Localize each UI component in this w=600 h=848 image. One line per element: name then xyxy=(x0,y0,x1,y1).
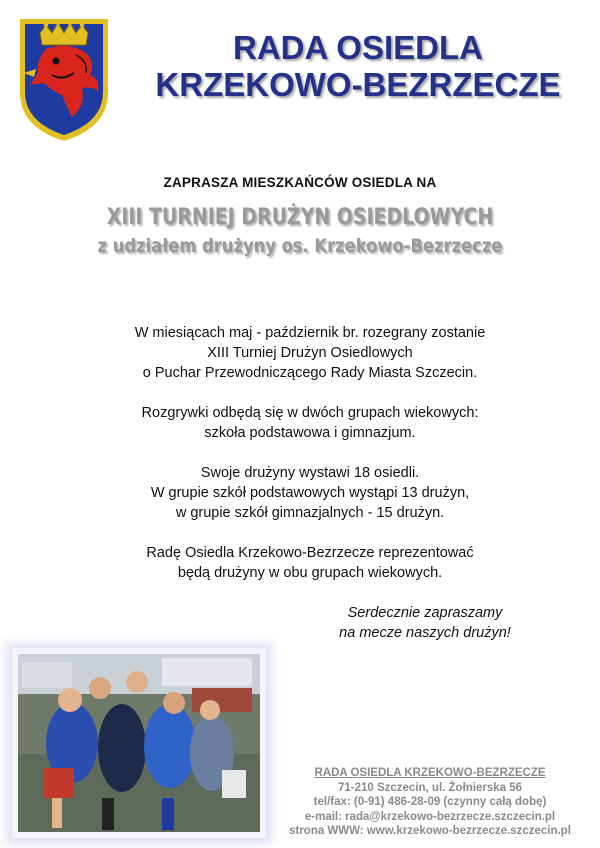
contact-footer xyxy=(275,766,585,839)
footer-phone: tel/fax: (0-91) 486-28-09 (czynny całą dobę) xyxy=(313,796,547,808)
tournament-heading xyxy=(0,203,600,259)
team-huddle-photo-image xyxy=(12,648,266,838)
closing-line2: na mecze naszych drużyn! xyxy=(339,625,511,641)
header-title-line1: RADA OSIEDLA xyxy=(233,29,483,66)
griffin-crest-icon xyxy=(16,15,112,143)
footer-email-link[interactable]: e-mail: rada@krzekowo-bezrzecze.szczecin.pl xyxy=(304,810,556,823)
team-huddle-photo xyxy=(12,648,266,838)
text-line: Swoje drużyny wystawi 18 osiedli. xyxy=(200,465,420,481)
header-title-line2: KRZEKOWO-BEZRZECZE xyxy=(155,66,561,103)
paragraph-schedule xyxy=(40,323,580,383)
invite-text: ZAPRASZA MIESZKAŃCÓW OSIEDLA NA xyxy=(163,175,437,190)
tournament-subtitle: z udziałem drużyny os. Krzekowo-Bezrzecze xyxy=(97,235,503,257)
text-line: W grupie szkół podstawowych wystąpi 13 drużyn, xyxy=(150,485,470,501)
paragraph-groups xyxy=(40,403,580,443)
text-line: W miesiącach maj - październik br. rozegrany zostanie xyxy=(134,325,486,341)
closing-line1: Serdecznie zapraszamy xyxy=(347,605,503,621)
announcement-body xyxy=(40,323,580,603)
text-line: o Puchar Przewodniczącego Rady Miasta Szczecin. xyxy=(142,365,478,381)
text-line: Rozgrywki odbędą się w dwóch grupach wiekowych: xyxy=(141,405,479,421)
text-line: szkoła podstawowa i gimnazjum. xyxy=(204,425,416,441)
footer-website-link[interactable]: strona WWW: www.krzekowo-bezrzecze.szczecin.pl xyxy=(289,825,571,837)
footer-org-name: RADA OSIEDLA KRZEKOWO-BEZRZECZE xyxy=(314,767,546,779)
closing-text xyxy=(300,603,550,643)
header-title xyxy=(128,30,588,104)
text-line: XIII Turniej Drużyn Osiedlowych xyxy=(207,345,413,361)
text-line: Radę Osiedla Krzekowo-Bezrzecze reprezentować xyxy=(146,545,474,561)
tournament-title: XIII TURNIEJ DRUŻYN OSIEDLOWYCH xyxy=(106,205,494,230)
paragraph-teams xyxy=(40,463,580,523)
text-line: będą drużyny w obu grupach wiekowych. xyxy=(177,565,443,581)
paragraph-representation xyxy=(40,543,580,583)
footer-address: 71-210 Szczecin, ul. Żołnierska 56 xyxy=(337,781,523,794)
text-line: w grupie szkół gimnazjalnych - 15 drużyn. xyxy=(175,505,445,521)
